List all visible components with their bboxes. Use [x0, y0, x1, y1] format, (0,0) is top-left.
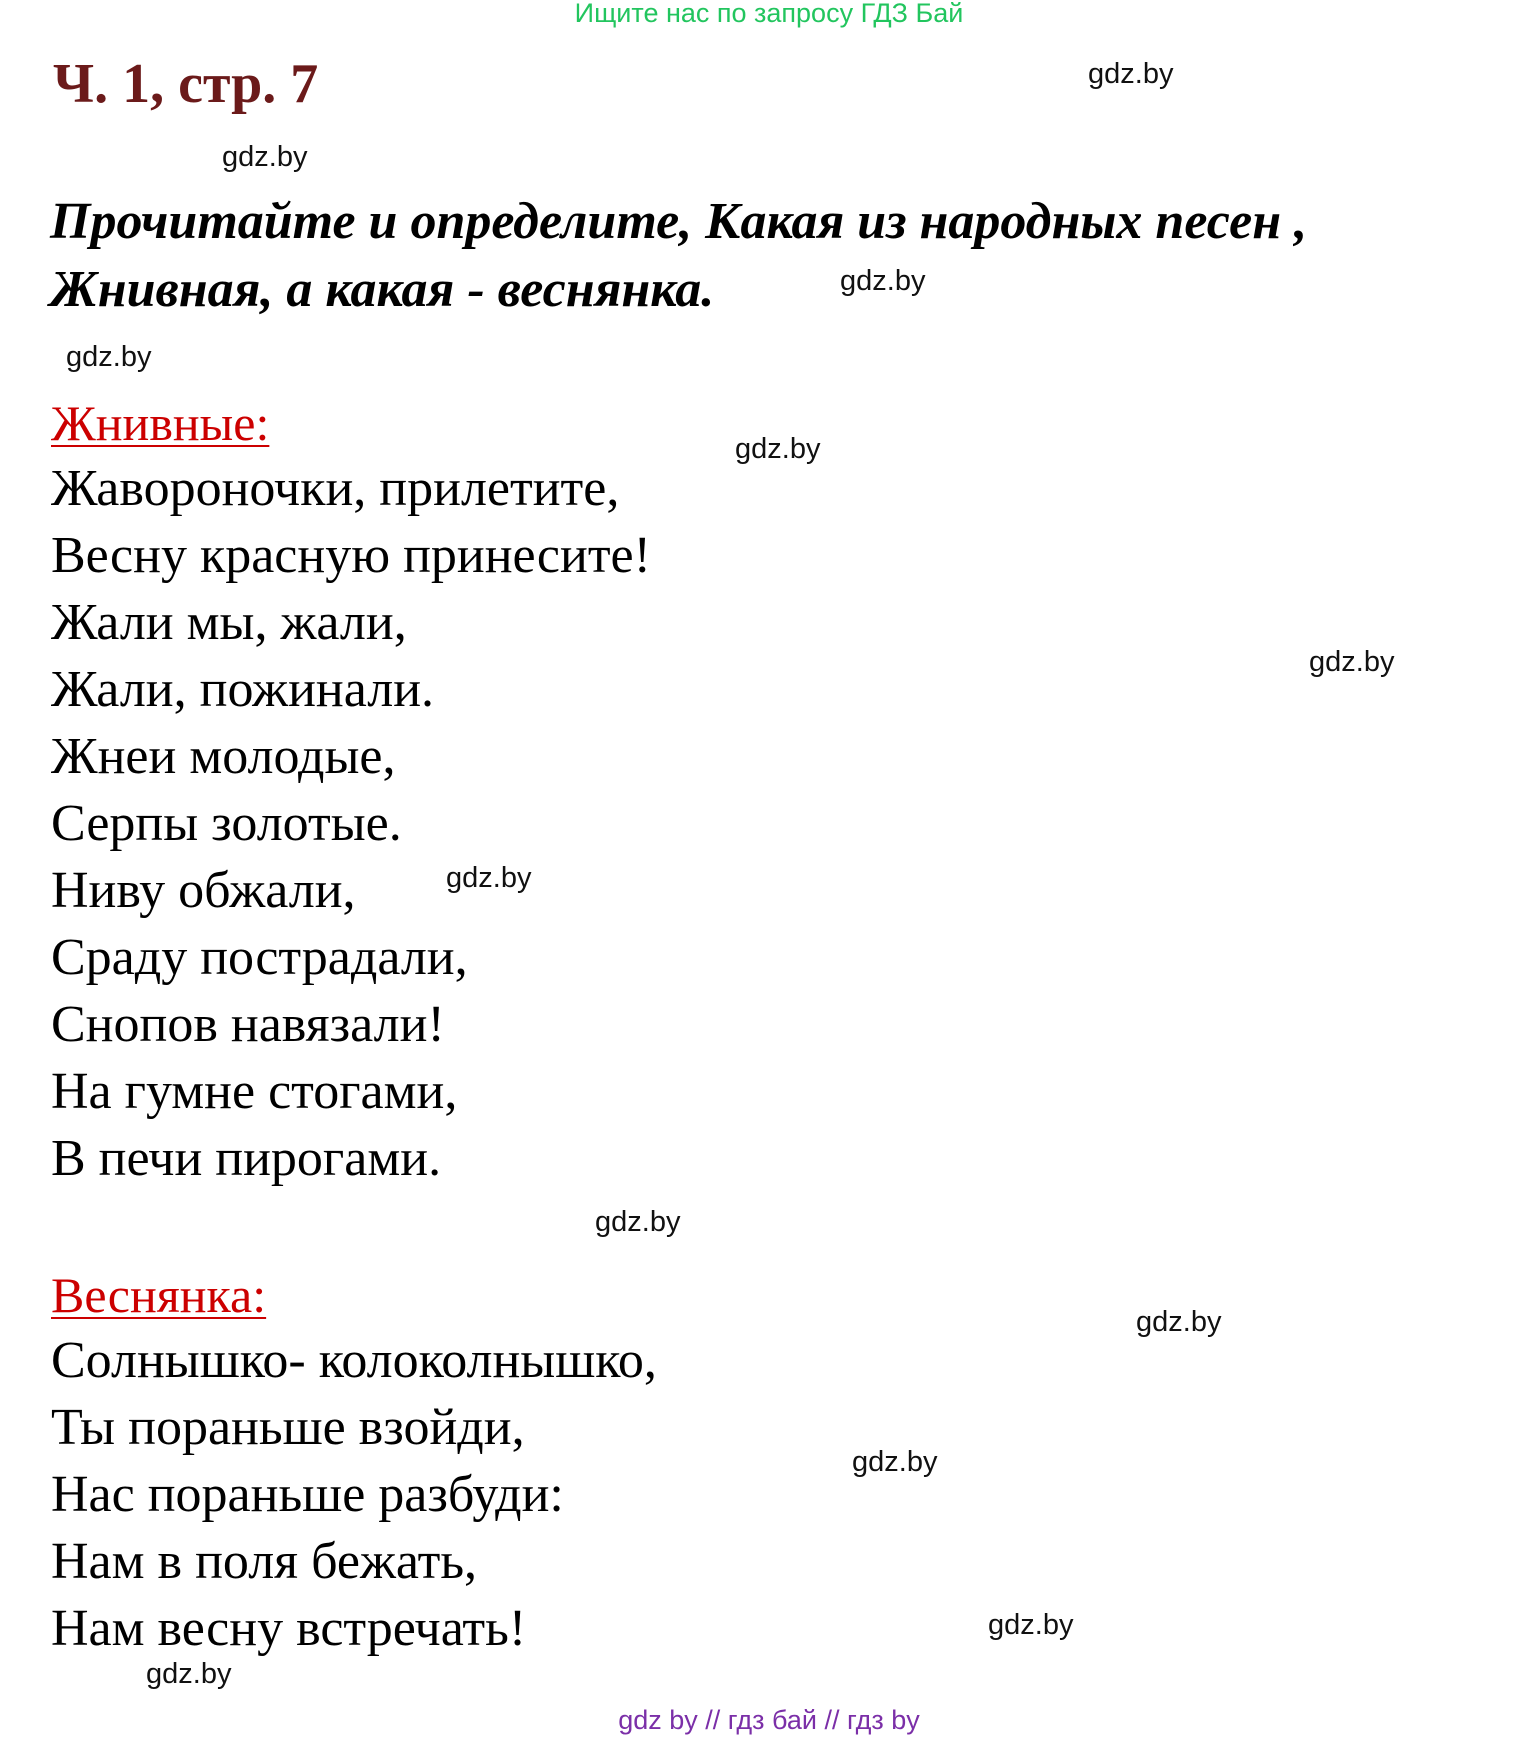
poem-line: Снопов навязали! [51, 996, 445, 1053]
section-heading-vesnyanka: Веснянка: [51, 1267, 267, 1323]
watermark: gdz.by [146, 1658, 232, 1690]
poem-line: Солнышко- колоколнышко, [51, 1332, 657, 1389]
watermark: gdz.by [66, 341, 152, 373]
section-heading-zhnivnye: Жнивные: [51, 395, 270, 451]
task-line-1: Прочитайте и определите, Какая из народных песен , [50, 193, 1308, 250]
page-title: Ч. 1, стр. 7 [53, 53, 319, 115]
poem-line: Весну красную принесите! [51, 527, 651, 584]
poem-line: Сраду пострадали, [51, 929, 468, 986]
watermark: gdz.by [595, 1206, 681, 1238]
footer-links[interactable]: gdz by // гдз бай // гдз by [618, 1705, 920, 1735]
poem-line: Ты пораньше взойди, [51, 1399, 525, 1456]
top-banner: Ищите нас по запросу ГДЗ Бай [574, 0, 964, 28]
watermark: gdz.by [840, 265, 926, 297]
poem-line: Жали мы, жали, [51, 594, 407, 651]
watermark: gdz.by [1088, 58, 1174, 90]
watermark: gdz.by [1136, 1306, 1222, 1338]
poem-line: На гумне стогами, [51, 1063, 458, 1120]
poem-line: Нам в поля бежать, [51, 1533, 478, 1590]
poem-line: Серпы золотые. [51, 795, 402, 852]
poem-line: Жавороночки, прилетите, [51, 460, 620, 517]
watermark: gdz.by [446, 862, 532, 894]
watermark: gdz.by [735, 433, 821, 465]
watermark: gdz.by [988, 1609, 1074, 1641]
poem-line: Ниву обжали, [51, 862, 356, 919]
poem-line: Нас пораньше разбуди: [51, 1466, 564, 1523]
watermark: gdz.by [222, 141, 308, 173]
watermark: gdz.by [852, 1446, 938, 1478]
poem-line: Нам весну встречать! [51, 1600, 527, 1657]
poem-line: В печи пирогами. [51, 1130, 442, 1187]
watermark: gdz.by [1309, 646, 1395, 678]
poem-line: Жнеи молодые, [51, 728, 396, 785]
poem-line: Жали, пожинали. [51, 661, 435, 718]
task-line-2: Жнивная, а какая - веснянка. [50, 261, 715, 318]
